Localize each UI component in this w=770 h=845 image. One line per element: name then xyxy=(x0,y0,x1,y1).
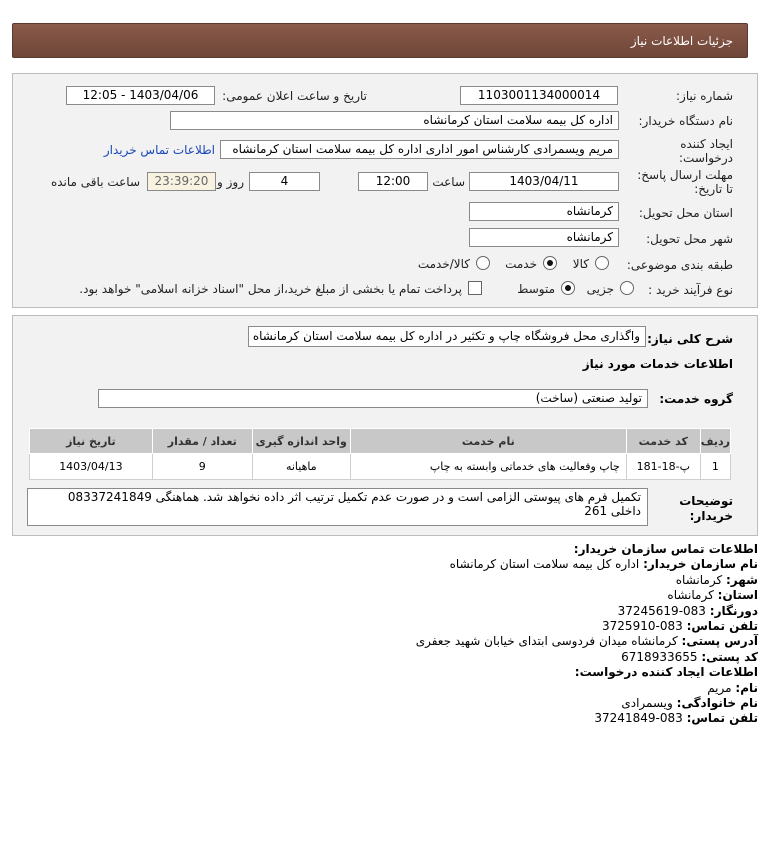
col-service-name: نام خدمت xyxy=(350,429,626,454)
process-radio-medium[interactable] xyxy=(561,281,575,295)
category-option-service: خدمت xyxy=(505,257,537,271)
creator-last-name-value: ویسمرادی xyxy=(621,696,673,711)
category-radio-goods-service[interactable] xyxy=(476,256,490,270)
creator-last-name-label: نام خانوادگی: xyxy=(676,696,758,711)
contact-city-label: شهر: xyxy=(726,572,758,587)
creator-field[interactable]: مریم ویسمرادی کارشناس امور اداری اداره کل بیمه سلامت استان کرمانشاه xyxy=(220,140,619,159)
contact-postal-label: کد پستی: xyxy=(701,649,758,664)
contact-province-row xyxy=(158,588,758,603)
contact-postal-row xyxy=(158,650,758,665)
contact-province-label: استان: xyxy=(717,588,758,603)
contact-city-row xyxy=(158,573,758,588)
deadline-label-2: تا تاریخ: xyxy=(694,182,733,196)
days-field[interactable]: 4 xyxy=(249,172,320,191)
process-option-minor: جزیی xyxy=(586,282,614,296)
contact-city-value: کرمانشاه xyxy=(675,572,723,587)
contact-org-value: اداره کل بیمه سلامت استان کرمانشاه xyxy=(449,557,640,572)
services-table xyxy=(29,428,731,480)
contact-fax-row xyxy=(158,604,758,619)
buyer-notes-line-1: تکمیل فرم های پیوستی الزامی است و در صورت عدم تکمیل ترتیب اثر داده نخواهد شد. هماهنگی 08337241849 xyxy=(67,490,641,504)
category-radio-goods[interactable] xyxy=(595,256,609,270)
category-radio-service[interactable] xyxy=(543,256,557,270)
contact-fax-value: 083-37245619 xyxy=(617,603,706,618)
services-table-header xyxy=(30,429,731,454)
creator-first-name-label: نام: xyxy=(735,680,758,695)
summary-label: شرح کلی نیاز: xyxy=(647,332,733,346)
cell-need-date: 1403/04/13 xyxy=(30,454,153,480)
creator-first-name-value: مریم xyxy=(707,680,732,695)
page-header xyxy=(12,23,748,58)
need-number-field[interactable]: 1103001134000014 xyxy=(460,86,618,105)
creator-label-1: ایجاد کننده xyxy=(680,137,733,151)
buyer-contact-link[interactable]: اطلاعات تماس خریدار xyxy=(103,143,215,157)
services-heading: اطلاعات خدمات مورد نیاز xyxy=(582,357,733,371)
process-option-medium: متوسط xyxy=(517,282,555,296)
creator-first-name-row xyxy=(158,681,758,696)
treasury-payment-checkbox[interactable] xyxy=(468,281,482,295)
contact-title: اطلاعات تماس سازمان خریدار: xyxy=(573,542,758,556)
col-unit: واحد اندازه گیری xyxy=(252,429,350,454)
cell-quantity: 9 xyxy=(152,454,252,480)
category-option-goods: کالا xyxy=(572,257,589,271)
contact-province-value: کرمانشاه xyxy=(667,588,714,603)
buyer-org-label: نام دستگاه خریدار: xyxy=(638,114,733,128)
col-quantity: تعداد / مقدار xyxy=(152,429,252,454)
contact-fax-label: دورنگار: xyxy=(709,603,758,618)
creator-phone-value: 083-37241849 xyxy=(594,711,683,726)
delivery-province-field[interactable]: کرمانشاه xyxy=(469,202,619,221)
category-label: طبقه بندی موضوعی: xyxy=(626,258,733,272)
process-radio-minor[interactable] xyxy=(620,281,634,295)
time-label: ساعت xyxy=(432,175,465,189)
announce-field[interactable]: 1403/04/06 - 12:05 xyxy=(66,86,215,105)
cell-service-name: چاپ وفعالیت های خدماتی وابسته به چاپ xyxy=(350,454,626,480)
col-service-code: کد خدمت xyxy=(626,429,700,454)
contact-address-label: آدرس پستی: xyxy=(681,634,758,649)
creator-last-name-row xyxy=(158,696,758,711)
col-need-date: تاریخ نیاز xyxy=(30,429,153,454)
treasury-payment-note: پرداخت تمام یا بخشی از مبلغ خرید،از محل "اسناد خزانه اسلامی" خواهد بود. xyxy=(79,282,462,296)
table-row xyxy=(30,454,731,480)
buyer-notes-label-2: خریدار: xyxy=(689,509,733,523)
contact-phone-row xyxy=(158,619,758,634)
category-option-goods-service: کالا/خدمت xyxy=(417,257,470,271)
creator-phone-row xyxy=(158,711,758,726)
buyer-notes-label-1: توضیحات xyxy=(679,494,733,508)
cell-service-code: پ-18-181 xyxy=(626,454,700,480)
summary-field[interactable]: واگذاری محل فروشگاه چاپ و تکثیر در اداره کل بیمه سلامت استان کرمانشاه xyxy=(248,326,646,347)
contact-address-value: کرمانشاه میدان فردوسی ابتدای خیابان شهید جعفری xyxy=(415,634,678,649)
contact-postal-value: 6718933655 xyxy=(621,649,698,664)
remaining-label: ساعت باقی مانده xyxy=(50,175,140,189)
service-group-label: گروه خدمت: xyxy=(659,392,733,406)
contact-section xyxy=(158,542,758,727)
deadline-time-field[interactable]: 12:00 xyxy=(358,172,428,191)
buyer-org-field[interactable]: اداره کل بیمه سلامت استان کرمانشاه xyxy=(170,111,619,130)
buyer-notes-box xyxy=(27,488,648,526)
remaining-time-field: 23:39:20 xyxy=(147,172,216,191)
need-number-label: شماره نیاز: xyxy=(676,89,733,103)
creator-label-2: درخواست: xyxy=(679,151,733,165)
cell-row: 1 xyxy=(700,454,730,480)
contact-phone-label: تلفن تماس: xyxy=(686,619,758,634)
col-row: ردیف xyxy=(700,429,730,454)
contact-org-row xyxy=(158,557,758,572)
delivery-province-label: استان محل تحویل: xyxy=(638,206,733,220)
deadline-date-field[interactable]: 1403/04/11 xyxy=(469,172,619,191)
creator-info-title: اطلاعات ایجاد کننده درخواست: xyxy=(574,665,758,680)
buyer-notes-line-2: داخلی 261 xyxy=(584,504,641,518)
page-title: جزئیات اطلاعات نیاز xyxy=(630,34,733,48)
contact-org-label: نام سازمان خریدار: xyxy=(643,557,758,572)
deadline-label-1: مهلت ارسال پاسخ: xyxy=(637,168,733,182)
delivery-city-label: شهر محل تحویل: xyxy=(646,232,733,246)
announce-label: تاریخ و ساعت اعلان عمومی: xyxy=(222,89,367,103)
contact-phone-value: 083-3725910 xyxy=(602,619,683,634)
delivery-city-field[interactable]: کرمانشاه xyxy=(469,228,619,247)
cell-unit: ماهیانه xyxy=(252,454,350,480)
service-group-field[interactable]: تولید صنعتی (ساخت) xyxy=(98,389,648,408)
creator-phone-label: تلفن تماس: xyxy=(686,711,758,726)
days-label: روز و xyxy=(217,175,244,189)
process-label: نوع فرآیند خرید : xyxy=(648,283,733,297)
contact-address-row xyxy=(158,634,758,649)
